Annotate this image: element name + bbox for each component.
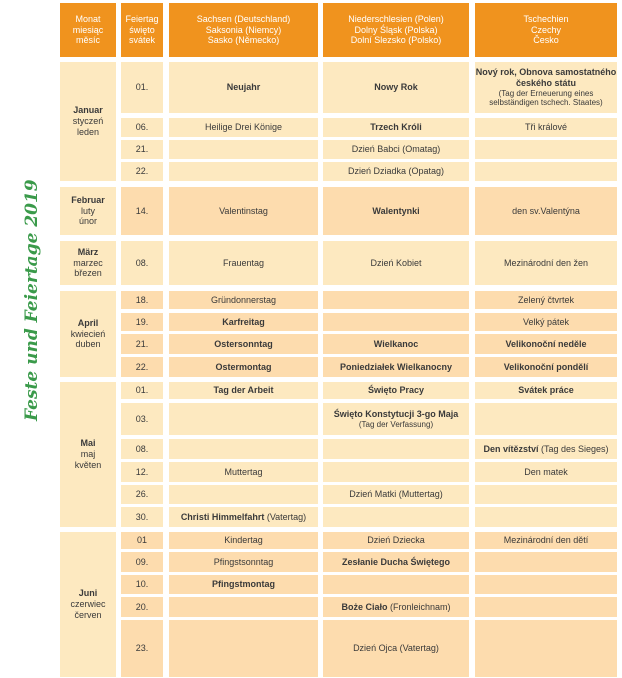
holiday-line	[523, 317, 569, 328]
holiday-cell-sachsen	[169, 162, 318, 181]
holiday-date: 18.	[135, 294, 149, 305]
holiday-name: Svátek práce	[518, 385, 574, 396]
holiday-cell-sachsen	[169, 140, 318, 159]
holiday-cell-tschechien	[475, 403, 617, 435]
holiday-line	[222, 317, 265, 328]
holiday-name: Dzień Dziadka (Opatag)	[347, 166, 445, 177]
month-cell	[60, 532, 116, 677]
holiday-cell-sachsen	[169, 357, 318, 377]
month-translation: kwiecień	[70, 328, 106, 339]
holiday-note: (Tag der Verfassung)	[358, 419, 434, 429]
holiday-cell-tschechien	[475, 532, 617, 549]
holiday-line	[215, 362, 271, 373]
holiday-line	[348, 166, 444, 177]
holiday-name: Den matek	[524, 466, 568, 477]
holiday-name: Wielkanoc	[373, 338, 419, 349]
header-cell	[60, 3, 116, 57]
holiday-cell-tschechien	[475, 187, 617, 235]
date-cell	[121, 507, 163, 527]
holiday-cell-tschechien	[475, 62, 617, 113]
holiday-date: 10.	[135, 579, 149, 590]
holiday-name: den sv.Valentýna	[512, 205, 580, 216]
side-title: Feste und Feiertage 2019	[22, 179, 42, 421]
holiday-cell-tschechien	[475, 552, 617, 572]
month-name: März	[77, 246, 99, 257]
header-cell	[169, 3, 318, 57]
holiday-line	[504, 535, 589, 546]
holiday-name: Pfingstmontag	[212, 579, 275, 590]
holiday-cell-sachsen	[169, 187, 318, 235]
holiday-name: Tři králové	[524, 122, 567, 133]
holiday-cell-niederschlesien	[323, 403, 469, 435]
holiday-line	[181, 512, 306, 523]
header-line: miesiąc	[72, 24, 104, 35]
holiday-cell-tschechien	[475, 507, 617, 527]
header-line: Sachsen (Deutschland)	[196, 13, 291, 24]
holiday-name: Heilige Drei Könige	[204, 122, 283, 133]
month-cell	[60, 291, 116, 377]
month-cell	[60, 382, 116, 527]
holiday-line	[224, 535, 263, 546]
holiday-line	[524, 467, 568, 478]
holiday-name: Dzień Babci (Omatag)	[351, 144, 441, 155]
holiday-date: 21.	[135, 144, 149, 155]
header-line: svátek	[128, 35, 155, 46]
date-cell	[121, 403, 163, 435]
header-line: Czechy	[530, 24, 561, 35]
holiday-cell-sachsen	[169, 118, 318, 137]
holiday-date: 22.	[135, 361, 149, 372]
header-cell	[121, 3, 163, 57]
date-cell	[121, 620, 163, 677]
holiday-line	[504, 258, 588, 269]
date-cell	[121, 241, 163, 285]
holiday-line	[370, 122, 422, 133]
holiday-name: Mezinárodní den žen	[503, 257, 589, 268]
holiday-line	[342, 557, 450, 568]
header-line: měsíc	[75, 35, 100, 46]
date-cell	[121, 462, 163, 482]
holiday-date: 26.	[135, 489, 149, 500]
holiday-name: Tag der Arbeit	[213, 385, 274, 396]
holiday-line	[212, 579, 275, 590]
holiday-cell-sachsen	[169, 291, 318, 309]
holiday-note: (Tag der Erneuerung eines selbständigen tschech. Staates)	[489, 88, 603, 108]
holiday-cell-sachsen	[169, 382, 318, 399]
holiday-name: Velikonoční neděle	[505, 338, 587, 349]
holiday-note: (Vatertag)	[264, 511, 307, 522]
holiday-line	[368, 385, 424, 396]
holiday-cell-tschechien	[475, 162, 617, 181]
header-line: Dolní Slezsko (Polsko)	[350, 35, 442, 46]
date-cell	[121, 382, 163, 399]
holiday-line	[211, 295, 276, 306]
holiday-cell-sachsen	[169, 532, 318, 549]
holiday-name: Nowy Rok	[374, 82, 418, 93]
holiday-name: Dzień Kobiet	[370, 257, 422, 268]
holiday-cell-niederschlesien	[323, 439, 469, 459]
holiday-date: 14.	[135, 205, 149, 216]
holiday-cell-tschechien	[475, 313, 617, 331]
holiday-cell-tschechien	[475, 334, 617, 354]
holiday-line	[224, 467, 262, 478]
header-line: Saksonia (Niemcy)	[205, 24, 282, 35]
holiday-date: 09.	[135, 556, 149, 567]
holiday-date: 08.	[135, 443, 149, 454]
date-cell	[121, 313, 163, 331]
holiday-cell-tschechien	[475, 439, 617, 459]
holiday-line	[504, 362, 589, 373]
holiday-name: Ostersonntag	[214, 338, 273, 349]
holiday-line	[353, 643, 439, 654]
holiday-line	[205, 122, 282, 133]
holiday-name: Nový rok, Obnova samostatného českého státu	[475, 67, 617, 88]
month-translation: duben	[75, 339, 101, 350]
date-cell	[121, 118, 163, 137]
holiday-note: (Fronleichnam)	[387, 601, 451, 612]
holiday-name: Mezinárodní den dětí	[503, 535, 589, 546]
holiday-cell-sachsen	[169, 620, 318, 677]
holiday-cell-sachsen	[169, 334, 318, 354]
holiday-cell-niederschlesien	[323, 552, 469, 572]
holiday-line	[219, 206, 268, 217]
holiday-cell-tschechien	[475, 241, 617, 285]
holiday-cell-tschechien	[475, 485, 617, 504]
month-translation: maj	[80, 449, 96, 460]
date-cell	[121, 187, 163, 235]
holiday-line	[374, 82, 418, 93]
holiday-cell-tschechien	[475, 462, 617, 482]
holiday-cell-sachsen	[169, 403, 318, 435]
holiday-date: 21.	[135, 338, 149, 349]
date-cell	[121, 575, 163, 594]
header-cell	[323, 3, 469, 57]
holiday-cell-sachsen	[169, 575, 318, 594]
holiday-cell-niederschlesien	[323, 241, 469, 285]
holiday-cell-niederschlesien	[323, 532, 469, 549]
date-cell	[121, 597, 163, 617]
holiday-cell-sachsen	[169, 439, 318, 459]
holiday-cell-tschechien	[475, 291, 617, 309]
holiday-line	[374, 339, 418, 350]
holiday-line	[512, 206, 580, 217]
month-translation: luty	[80, 205, 95, 216]
month-cell	[60, 62, 116, 181]
holiday-cell-sachsen	[169, 597, 318, 617]
holiday-date: 30.	[135, 511, 149, 522]
date-cell	[121, 291, 163, 309]
holiday-line	[505, 339, 586, 350]
holiday-cell-niederschlesien	[323, 620, 469, 677]
holiday-line	[367, 535, 425, 546]
header-line: święto	[129, 24, 155, 35]
holiday-name: Ostermontag	[215, 361, 272, 372]
holiday-cell-niederschlesien	[323, 187, 469, 235]
holiday-line	[213, 385, 273, 396]
holiday-cell-tschechien	[475, 382, 617, 399]
holiday-cell-tschechien	[475, 575, 617, 594]
header-line: Niederschlesien (Polen)	[348, 13, 444, 24]
date-cell	[121, 140, 163, 159]
holiday-name: Święto Konstytucji 3-go Maja	[333, 408, 459, 419]
month-name: Februar	[71, 194, 105, 205]
holiday-name: Valentinstag	[219, 205, 268, 216]
holiday-name: Pfingstsonntag	[213, 556, 274, 567]
holiday-note: (Tag des Sieges)	[538, 443, 609, 454]
month-name: Juni	[78, 588, 98, 599]
holiday-line	[340, 362, 452, 373]
holiday-cell-niederschlesien	[323, 485, 469, 504]
header-line: Feiertag	[125, 13, 159, 24]
date-cell	[121, 162, 163, 181]
holiday-cell-niederschlesien	[323, 334, 469, 354]
holiday-name: Dzień Ojca (Vatertag)	[353, 643, 439, 654]
holiday-date: 19.	[135, 316, 149, 327]
holiday-cell-sachsen	[169, 62, 318, 113]
month-cell	[60, 241, 116, 285]
holiday-line	[483, 444, 608, 455]
holiday-line	[525, 122, 567, 133]
holiday-date: 06.	[135, 122, 149, 133]
holiday-name: Frauentag	[222, 257, 265, 268]
holiday-cell-niederschlesien	[323, 118, 469, 137]
holiday-cell-sachsen	[169, 313, 318, 331]
header-line: Dolny Śląsk (Polska)	[354, 24, 438, 35]
holiday-line	[349, 489, 443, 500]
month-name: April	[77, 317, 99, 328]
holiday-name: Den vítězství	[483, 443, 539, 454]
month-name: Januar	[73, 105, 103, 116]
date-cell	[121, 357, 163, 377]
holiday-line	[341, 602, 450, 613]
holiday-cell-niederschlesien	[323, 382, 469, 399]
date-cell	[121, 62, 163, 113]
holiday-line	[518, 385, 574, 396]
holiday-name: Walentynki	[372, 205, 420, 216]
holiday-line	[475, 67, 617, 89]
holiday-date: 01.	[135, 82, 149, 93]
header-line: Sasko (Německo)	[207, 35, 280, 46]
holiday-name: Zelený čtvrtek	[517, 294, 575, 305]
holiday-line	[227, 82, 261, 93]
date-cell	[121, 552, 163, 572]
holiday-cell-sachsen	[169, 241, 318, 285]
holiday-date: 12.	[135, 466, 149, 477]
holiday-name: Dzień Dziecka	[367, 535, 425, 546]
month-translation: únor	[78, 216, 97, 227]
holiday-cell-niederschlesien	[323, 597, 469, 617]
holiday-cell-niederschlesien	[323, 162, 469, 181]
month-translation: marzec	[73, 257, 103, 268]
holiday-date: 01	[136, 535, 147, 546]
holiday-name: Dzień Matki (Muttertag)	[349, 489, 443, 500]
holiday-cell-niederschlesien	[323, 291, 469, 309]
holiday-line	[334, 409, 459, 420]
holiday-line	[518, 295, 574, 306]
month-name: Mai	[80, 438, 96, 449]
holiday-cell-niederschlesien	[323, 140, 469, 159]
month-translation: březen	[74, 268, 102, 279]
holiday-date: 08.	[135, 257, 149, 268]
holiday-name: Christi Himmelfahrt	[180, 511, 265, 522]
holiday-line	[352, 144, 441, 155]
holiday-name: Karfreitag	[222, 316, 265, 327]
header-line: Česko	[533, 35, 559, 46]
holiday-name: Trzech Króli	[370, 122, 422, 133]
holiday-cell-niederschlesien	[323, 575, 469, 594]
date-cell	[121, 532, 163, 549]
holiday-cell-tschechien	[475, 118, 617, 137]
holiday-date: 20.	[135, 601, 149, 612]
holiday-date: 23.	[135, 643, 149, 654]
holiday-name: Poniedziałek Wielkanocny	[340, 361, 452, 372]
month-translation: czerwiec	[70, 599, 106, 610]
holiday-name: Kindertag	[224, 535, 263, 546]
holiday-cell-tschechien	[475, 597, 617, 617]
holiday-cell-sachsen	[169, 552, 318, 572]
date-cell	[121, 485, 163, 504]
holiday-name: Velikonoční pondělí	[503, 361, 589, 372]
header-cell	[475, 3, 617, 57]
holiday-cell-niederschlesien	[323, 62, 469, 113]
holiday-cell-niederschlesien	[323, 507, 469, 527]
holiday-name: Neujahr	[226, 82, 261, 93]
month-translation: červen	[74, 609, 102, 620]
month-cell	[60, 187, 116, 235]
holiday-date: 22.	[135, 166, 149, 177]
holiday-cell-tschechien	[475, 140, 617, 159]
holiday-name: Muttertag	[224, 466, 263, 477]
holiday-line	[214, 339, 273, 350]
holiday-cell-tschechien	[475, 620, 617, 677]
holiday-line	[370, 258, 421, 269]
holiday-cell-tschechien	[475, 357, 617, 377]
holiday-cell-niederschlesien	[323, 462, 469, 482]
holiday-date: 01.	[135, 385, 149, 396]
holiday-line	[372, 206, 419, 217]
holiday-cell-sachsen	[169, 507, 318, 527]
holiday-cell-sachsen	[169, 462, 318, 482]
date-cell	[121, 334, 163, 354]
holiday-cell-sachsen	[169, 485, 318, 504]
month-translation: květen	[74, 459, 102, 470]
holiday-name: Święto Pracy	[367, 385, 425, 396]
holiday-line	[223, 258, 264, 269]
header-line: Tschechien	[523, 13, 569, 24]
holiday-name: Velký pátek	[522, 316, 570, 327]
holiday-name: Gründonnerstag	[210, 294, 277, 305]
date-cell	[121, 439, 163, 459]
holiday-name: Boże Ciało	[341, 601, 388, 612]
holiday-cell-niederschlesien	[323, 313, 469, 331]
month-translation: leden	[76, 126, 100, 137]
header-line: Monat	[75, 13, 101, 24]
holiday-line	[214, 557, 274, 568]
holiday-cell-niederschlesien	[323, 357, 469, 377]
holiday-name: Zesłanie Ducha Świętego	[341, 556, 451, 567]
month-translation: styczeń	[72, 116, 104, 127]
holiday-date: 03.	[135, 413, 149, 424]
